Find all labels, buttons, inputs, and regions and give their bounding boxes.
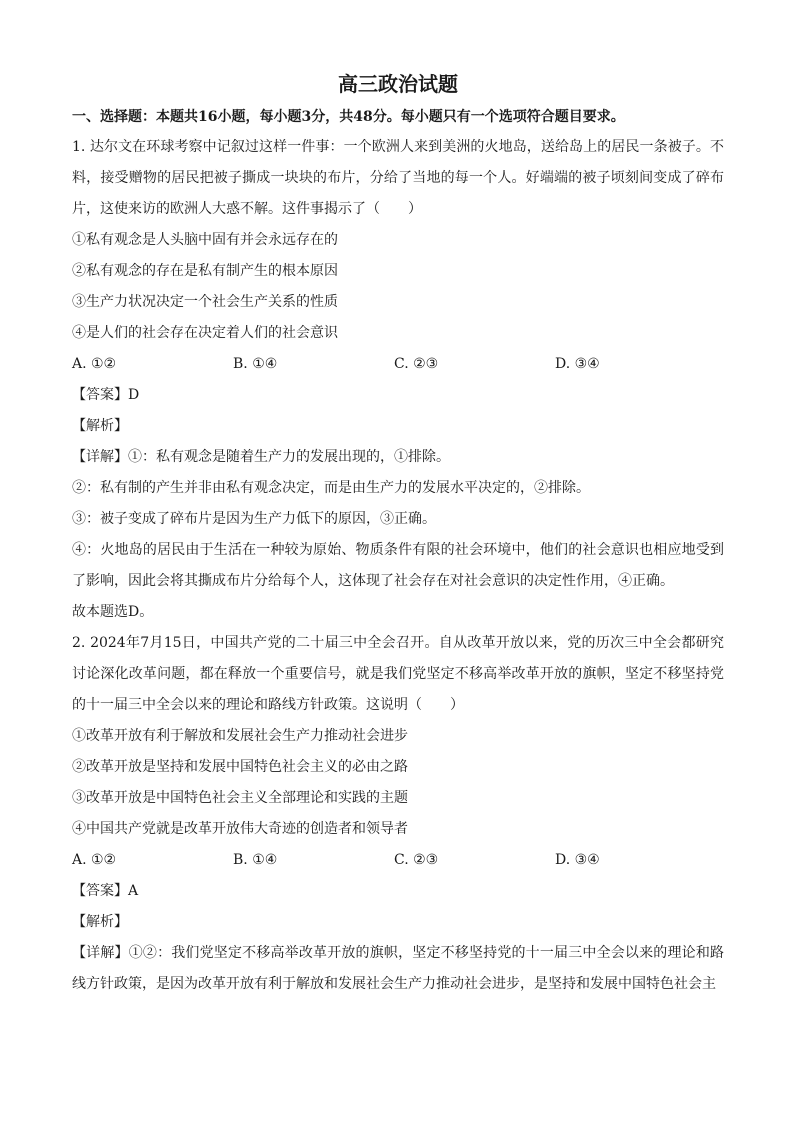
question-1-option-c: C. ②③ bbox=[394, 356, 439, 372]
question-1-detail-1: 【详解】①：私有观念是随着生产力的发展出现的，①排除。 bbox=[72, 449, 450, 465]
question-1-item-3: ③生产力状况决定一个社会生产关系的性质 bbox=[72, 294, 338, 310]
question-1-analysis-label: 【解析】 bbox=[72, 418, 128, 434]
question-1-detail-4: ④：火地岛的居民由于生活在一种较为原始、物质条件有限的社会环境中，他们的社会意识也相应地受到了影响，因此会将其撕成布片分给每个人，这体现了社会存在对社会意识的决定性作用，④正确。 bbox=[72, 542, 724, 589]
question-2-option-b: B. ①④ bbox=[233, 852, 278, 868]
page-title: 高三政治试题 bbox=[338, 72, 458, 96]
question-1-option-d: D. ③④ bbox=[555, 356, 600, 372]
question-1-detail-2: ②：私有制的产生并非由私有观念决定，而是由生产力的发展水平决定的，②排除。 bbox=[72, 480, 590, 496]
question-1-item-2: ②私有观念的存在是私有制产生的根本原因 bbox=[72, 263, 338, 279]
question-2-option-d: D. ③④ bbox=[555, 852, 600, 868]
section-heading: 一、选择题：本题共16小题，每小题3分，共48分。每小题只有一个选项符合题目要求。 bbox=[72, 109, 625, 125]
question-2-item-1: ①改革开放有利于解放和发展社会生产力推动社会进步 bbox=[72, 728, 408, 744]
question-2-item-4: ④中国共产党就是改革开放伟大奇迹的创造者和领导者 bbox=[72, 821, 408, 837]
question-2-option-a: A. ①② bbox=[72, 852, 117, 868]
question-1-options bbox=[72, 349, 724, 380]
question-1-stem: 1. 达尔文在环球考察中记叙过这样一件事：一个欧洲人来到美洲的火地岛，送给岛上的居民一条被子。不料，接受赠物的居民把被子撕成一块块的布片，分给了当地的每一个人。好端端的被子顷刻间变成了碎布片，这使来访的欧洲人大惑不解。这件事揭示了（ ） bbox=[72, 139, 724, 217]
question-2-analysis-label: 【解析】 bbox=[72, 914, 128, 930]
question-1-option-b: B. ①④ bbox=[233, 356, 278, 372]
question-1-option-a: A. ①② bbox=[72, 356, 117, 372]
question-1-conclusion: 故本题选D。 bbox=[72, 604, 154, 620]
question-1-detail-3: ③：被子变成了碎布片是因为生产力低下的原因，③正确。 bbox=[72, 511, 436, 527]
question-1-item-4: ④是人们的社会存在决定着人们的社会意识 bbox=[72, 325, 338, 341]
question-2-detail-1: 【详解】①②：我们党坚定不移高举改革开放的旗帜，坚定不移坚持党的十一届三中全会以来的理论和路线方针政策，是因为改革开放有利于解放和发展社会生产力推动社会进步，是坚持和发展中国特色社会主 bbox=[72, 945, 724, 992]
question-2-item-2: ②改革开放是坚持和发展中国特色社会主义的必由之路 bbox=[72, 759, 408, 775]
question-1-item-1: ①私有观念是人头脑中固有并会永远存在的 bbox=[72, 232, 338, 248]
question-2-answer: 【答案】A bbox=[72, 883, 139, 899]
question-1-answer: 【答案】D bbox=[72, 387, 140, 403]
question-2-stem: 2. 2024年7月15日，中国共产党的二十届三中全会召开。自从改革开放以来，党的历次三中全会都研究讨论深化改革问题，都在释放一个重要信号，就是我们党坚定不移高举改革开放的旗帜，坚定不移坚持党的十一届三中全会以来的理论和路线方针政策。这说明（ ） bbox=[72, 635, 724, 713]
question-2-item-3: ③改革开放是中国特色社会主义全部理论和实践的主题 bbox=[72, 790, 408, 806]
document-page bbox=[72, 66, 724, 1000]
question-2-option-c: C. ②③ bbox=[394, 852, 439, 868]
question-2-options bbox=[72, 845, 724, 876]
